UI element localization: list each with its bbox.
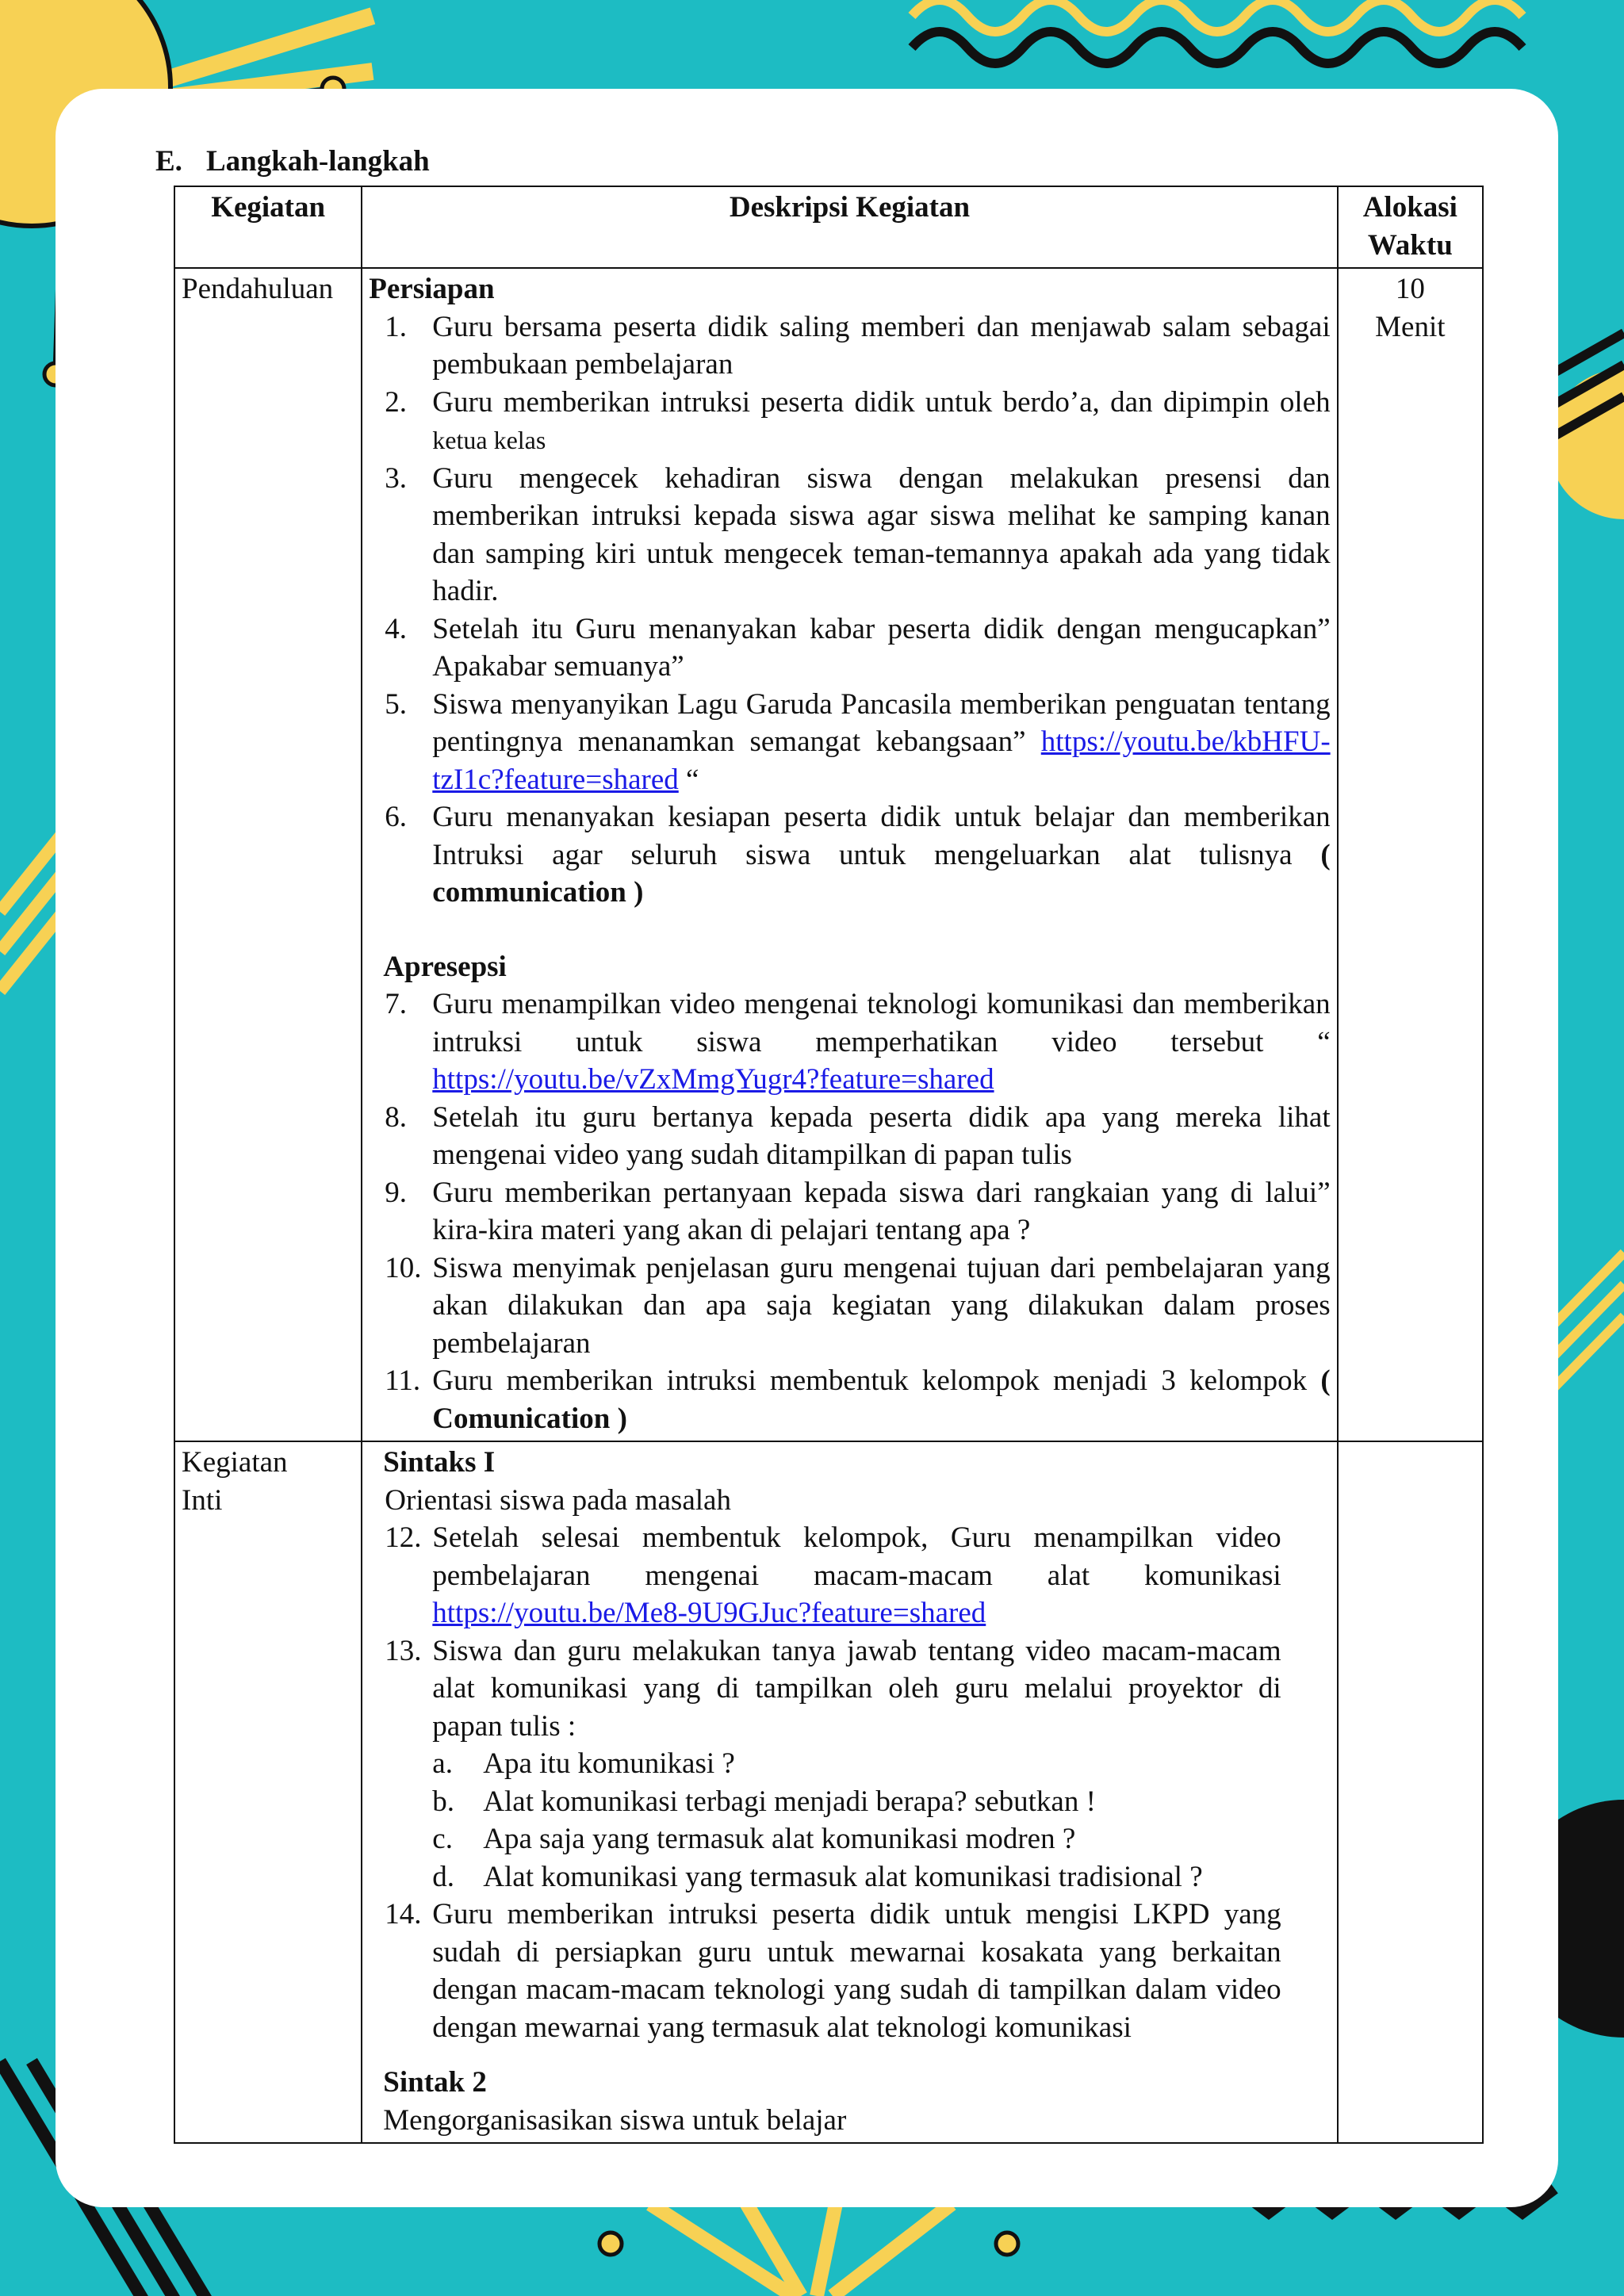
alokasi-value: 10 [1395,273,1425,305]
cell-label-pendahuluan: Pendahuluan [174,268,362,1441]
sintaks1-title: Sintaks I [383,1446,496,1479]
cell-desc-pendahuluan [362,268,1337,1441]
video-link-alat-komunikasi[interactable]: https://youtu.be/Me8-9U9GJuc?feature=shared [432,1597,986,1629]
cell-label-inti: Kegiatan Inti [174,1441,362,2143]
video-link-garuda[interactable]: https://youtu.be/kbHFU-tzI1c?feature=shared [432,725,1331,796]
list-item: 12. Setelah selesai membentuk kelompok, Guru menampilkan video pembelajaran mengenai macam-macam alat komunikasi https://youtu.be/Me8-9U9GJuc?feature=shared [385,1521,1281,1629]
header-kegiatan: Kegiatan [174,186,362,268]
inti-list [369,1519,1281,2046]
section-heading [155,144,430,178]
sintaks1-sub: Orientasi siswa pada masalah [385,1483,731,1517]
sintaks2-sub: Mengorganisasikan siswa untuk belajar [383,2103,847,2137]
persiapan-title: Persiapan [369,273,495,305]
spacer [369,2046,1330,2064]
question-item: d. Alat komunikasi yang termasuk alat komunikasi tradisional ? [432,1860,1203,1893]
list-item: 7. Guru menampilkan video mengenai teknologi komunikasi dan memberikan intruksi untuk siswa memperhatikan video tersebut “ https://youtu.be/vZxMmgYugr4?feature=shared [385,988,1331,1096]
question-item: a. Apa itu komunikasi ? [432,1747,735,1780]
video-link-teknologi[interactable]: https://youtu.be/vZxMmgYugr4?feature=shared [432,1063,994,1096]
sintaks2-title: Sintak 2 [383,2066,487,2099]
list-item: 8. Setelah itu guru bertanya kepada peserta didik apa yang mereka lihat mengenai video yang sudah ditampilkan di papan tulis [385,1100,1331,1171]
list-item: 6. Guru menanyakan kesiapan peserta didik untuk belajar dan memberikan Intruksi agar seluruh siswa untuk mengeluarkan alat tulisnya ( communication ) [385,801,1331,909]
list-item: 5. Siswa menyanyikan Lagu Garuda Pancasila memberikan penguatan tentang pentingnya menanamkan semangat kebangsaan” https://youtu.be/kbHFU-tzI1c?feature=shared “ [385,687,1331,796]
table-row-pendahuluan [174,268,1483,1441]
list-item: 14. Guru memberikan intruksi peserta didik untuk mengisi LKPD yang sudah di persiapkan guru untuk mewarnai kosakata yang berkaitan dengan macam-macam teknologi yang sudah di tampilkan dalam video dengan mewarnai yang termasuk alat teknologi komunikasi [385,1898,1281,2044]
question-item: b. Alat komunikasi terbagi menjadi berapa? sebutkan ! [432,1785,1096,1818]
cell-alokasi-pendahuluan [1338,268,1483,1441]
section-title: Langkah-langkah [206,145,430,178]
activity-table [174,186,1484,2144]
apresepsi-list [369,985,1330,1437]
section-letter: E. [155,145,182,178]
cell-alokasi-inti [1338,1441,1483,2143]
table-row-inti [174,1441,1483,2143]
question-list [432,1745,1281,1896]
cell-desc-inti [362,1441,1337,2143]
list-item: 4. Setelah itu Guru menanyakan kabar peserta didik dengan mengucapkan” Apakabar semuanya” [385,612,1331,683]
list-item: 2. Guru memberikan intruksi peserta didik untuk berdo’a, dan dipimpin oleh ketua kelas [385,385,1331,454]
list-item: 1. Guru bersama peserta didik saling memberi dan menjawab salam sebagai pembukaan pembelajaran [385,310,1331,381]
alokasi-unit: Menit [1375,310,1446,343]
header-deskripsi: Deskripsi Kegiatan [362,186,1337,268]
persiapan-list [369,308,1330,912]
header-alokasi: Alokasi Waktu [1338,186,1483,268]
question-item: c. Apa saja yang termasuk alat komunikasi modren ? [432,1823,1076,1855]
apresepsi-title: Apresepsi [383,950,507,983]
list-item: 11. Guru memberikan intruksi membentuk kelompok menjadi 3 kelompok ( Comunication ) [385,1364,1331,1435]
spacer [369,912,1330,948]
table-header-row [174,186,1483,268]
list-item: 9. Guru memberikan pertanyaan kepada siswa dari rangkaian yang di lalui” kira-kira materi yang akan di pelajari tentang apa ? [385,1176,1331,1246]
list-item: 10. Siswa menyimak penjelasan guru mengenai tujuan dari pembelajaran yang akan dilakukan dan apa saja kegiatan yang dilakukan dalam proses pembelajaran [385,1251,1331,1360]
list-item: 13. Siswa dan guru melakukan tanya jawab tentang video macam-macam alat komunikasi yang di tampilkan oleh guru melalui proyektor di papan tulis : a. Apa itu komunikasi ? b. Alat komunikasi terbagi menjadi berapa? sebutkan ! c. Apa saja yang termasuk alat komunikasi modren ? d. Alat komunikasi yang termasuk alat komunikasi tradisional ? [369,1632,1281,1896]
list-item: 3. Guru mengecek kehadiran siswa dengan melakukan presensi dan memberikan intruksi kepada siswa agar siswa melihat ke samping kanan dan samping kiri untuk mengecek teman-temannya apakah ada yang tidak hadir. [385,461,1331,607]
